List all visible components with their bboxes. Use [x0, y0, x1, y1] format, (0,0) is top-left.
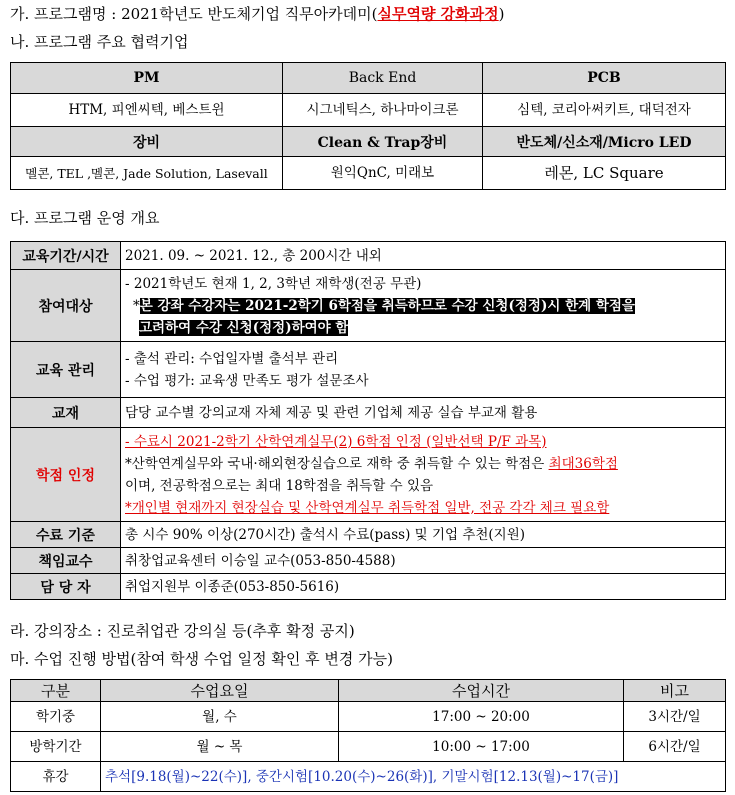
schedule-cell: 10:00 ~ 17:00 — [339, 732, 624, 762]
target-label: 참여대상 — [11, 270, 121, 342]
table-row — [11, 702, 726, 732]
textbook-label: 교재 — [11, 398, 121, 428]
partner-value-equipment: 멜콘, TEL ,멜콘, Jade Solution, Lasevall — [11, 157, 283, 190]
target-star: * — [133, 297, 140, 314]
schedule-cell: 월, 수 — [101, 702, 339, 732]
partner-value-semiconductor: 레몬, LC Square — [483, 157, 726, 190]
schedule-header-division: 구분 — [11, 680, 101, 702]
credit-line1: - 수료시 2021-2학기 산학연계실무(2) 6학점 인정 (일반선택 P/F 과목) — [125, 433, 547, 450]
schedule-header-note: 비고 — [624, 680, 726, 702]
professor-label: 책임교수 — [11, 548, 121, 574]
table-row — [11, 762, 726, 792]
schedule-cell: 3시간/일 — [624, 702, 726, 732]
target-highlight-2: 고려하여 수강 신청(정정)하여야 함 — [139, 319, 349, 336]
table-row — [11, 732, 726, 762]
schedule-cell: 방학기간 — [11, 732, 101, 762]
professor-value: 취창업교육센터 이승일 교수(053-850-4588) — [121, 548, 726, 574]
mgmt-label: 교육 관리 — [11, 342, 121, 398]
credit-line2-text: *산학연계실무와 국내·해외현장실습으로 재학 중 취득할 수 있는 학점은 — [125, 455, 549, 472]
partner-value-pcb: 심텍, 코리아써키트, 대덕전자 — [483, 94, 726, 127]
program-name-highlight: 실무역량 강화과정 — [377, 5, 499, 23]
program-name-prefix: 가. 프로그램명 : 2021학년도 반도체기업 직무아카데미( — [10, 5, 378, 23]
target-notice — [125, 295, 721, 317]
credit-label: 학점 인정 — [11, 428, 121, 522]
break-value: 추석[9.18(월)~22(수)], 중간시험[10.20(수)~26(화)], 기말시험[12.13(월)~17(금)] — [101, 762, 726, 792]
schedule-header-day: 수업요일 — [101, 680, 339, 702]
partner-value-clean-trap: 원익QnC, 미래보 — [283, 157, 483, 190]
credit-line3: 이며, 전공학점으로는 최대 18학점을 취득할 수 있음 — [125, 477, 434, 494]
overview-heading: 다. 프로그램 운영 개요 — [10, 209, 160, 227]
program-name-suffix: ) — [498, 5, 505, 23]
mgmt-cell — [121, 342, 726, 398]
schedule-cell: 월 ~ 목 — [101, 732, 339, 762]
break-label: 휴강 — [11, 762, 101, 792]
credit-line2 — [125, 453, 721, 475]
period-value: 2021. 09. ~ 2021. 12., 총 200시간 내외 — [121, 242, 726, 270]
partner-header-equipment: 장비 — [11, 127, 283, 157]
schedule-cell: 17:00 ~ 20:00 — [339, 702, 624, 732]
staff-value: 취업지원부 이종준(053-850-5616) — [121, 574, 726, 600]
mgmt-line1: - 출석 관리: 수업일자별 출석부 관리 — [125, 350, 339, 367]
period-label: 교육기간/시간 — [11, 242, 121, 270]
partner-header-backend: Back End — [283, 63, 483, 94]
target-highlight-1: 본 강좌 수강자는 2021-2학기 6학점을 취득하므로 수강 신청(정정)시 한계 학점을 — [139, 297, 635, 314]
partners-table — [10, 62, 726, 190]
partner-value-pm: HTM, 피엔씨텍, 베스트윈 — [11, 94, 283, 127]
textbook-value: 담당 교수별 강의교재 자체 제공 및 관련 기업체 제공 실습 부교재 활용 — [121, 398, 726, 428]
credit-line4: *개인별 현재까지 현장실습 및 산학연계실무 취득학점 일반, 전공 각각 체크 필요함 — [125, 499, 610, 516]
partner-header-pcb: PCB — [483, 63, 726, 94]
schedule-cell: 학기중 — [11, 702, 101, 732]
partner-header-clean-trap: Clean & Trap장비 — [283, 127, 483, 157]
schedule-header-time: 수업시간 — [339, 680, 624, 702]
completion-label: 수료 기준 — [11, 522, 121, 548]
credit-cell — [121, 428, 726, 522]
target-notice-2 — [125, 317, 721, 339]
schedule-cell: 6시간/일 — [624, 732, 726, 762]
partners-heading: 나. 프로그램 주요 협력기업 — [10, 33, 189, 51]
overview-table — [10, 241, 726, 600]
program-name-line — [10, 3, 505, 24]
schedule-table — [10, 679, 726, 792]
target-line1: - 2021학년도 현재 1, 2, 3학년 재학생(전공 무관) — [125, 275, 422, 292]
partner-header-semiconductor: 반도체/신소재/Micro LED — [483, 127, 726, 157]
partner-value-backend: 시그네틱스, 하나마이크론 — [283, 94, 483, 127]
completion-value: 총 시수 90% 이상(270시간) 출석시 수료(pass) 및 기업 추천(지원) — [121, 522, 726, 548]
venue-line: 라. 강의장소 : 진로취업관 강의실 등(추후 확정 공지) — [10, 622, 355, 640]
partner-header-pm: PM — [11, 63, 283, 94]
mgmt-line2: - 수업 평가: 교육생 만족도 평가 설문조사 — [125, 372, 369, 389]
method-heading: 마. 수업 진행 방법(참여 학생 수업 일정 확인 후 변경 가능) — [10, 650, 393, 668]
credit-max: 최대36학점 — [548, 455, 618, 472]
target-cell — [121, 270, 726, 342]
staff-label: 담 당 자 — [11, 574, 121, 600]
